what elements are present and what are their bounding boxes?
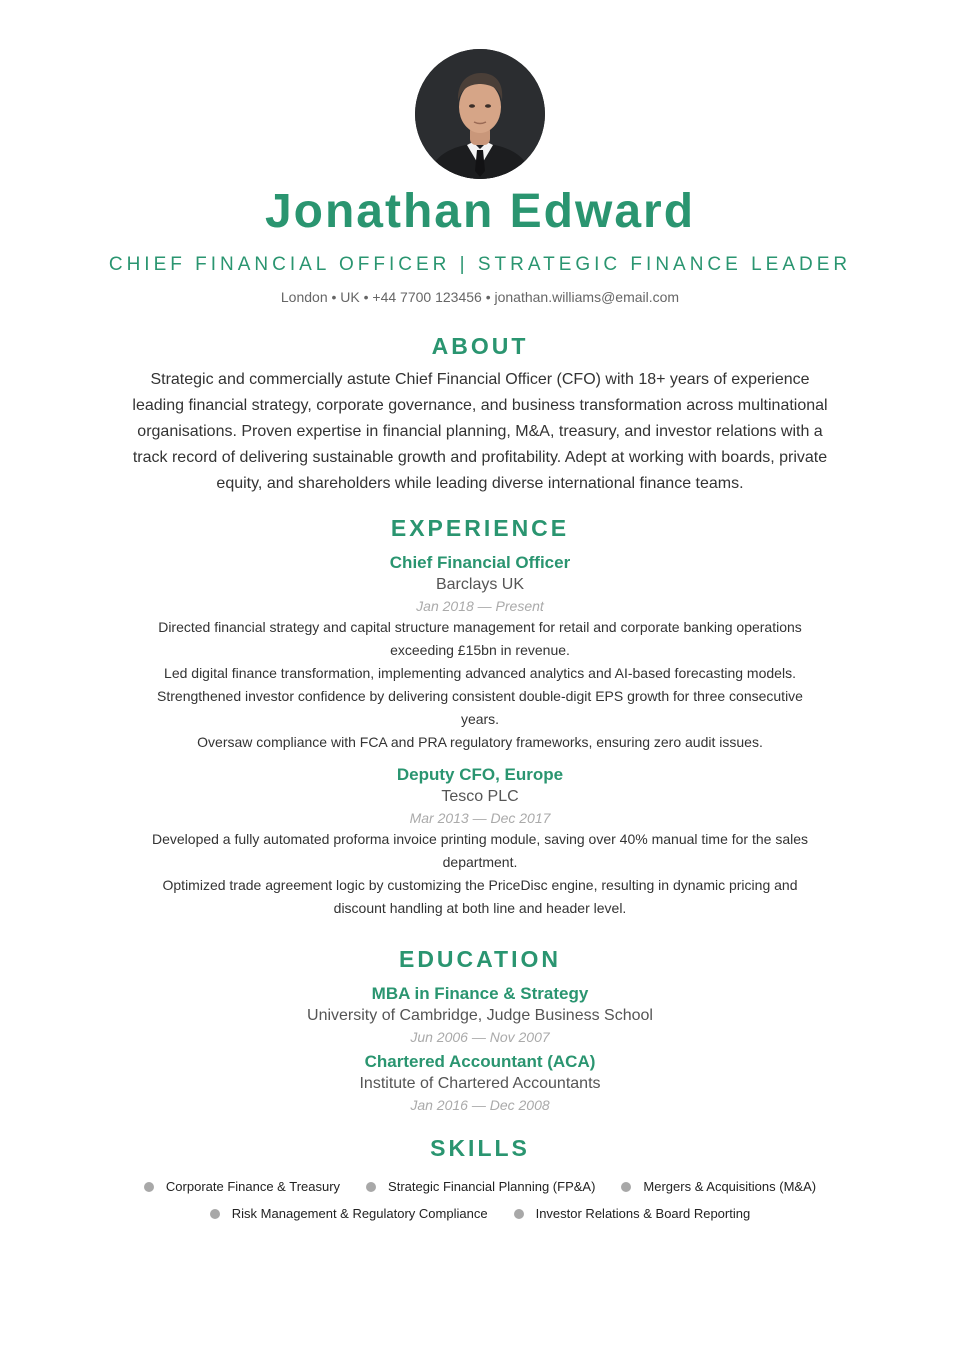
job-headline: CHIEF FINANCIAL OFFICER | STRATEGIC FINANCE LEADER xyxy=(108,254,852,275)
bullet-dot-icon xyxy=(621,1182,631,1192)
job-bullet: Oversaw compliance with FCA and PRA regulatory frameworks, ensuring zero audit issues. xyxy=(197,734,763,750)
education-dates: Jun 2006 — Nov 2007 xyxy=(410,1029,550,1045)
education-heading: EDUCATION xyxy=(398,946,561,972)
bullet-dot-icon xyxy=(514,1209,524,1219)
skill-label: Corporate Finance & Treasury xyxy=(165,1179,341,1194)
school: Institute of Chartered Accountants xyxy=(359,1075,601,1092)
skill-label: Investor Relations & Board Reporting xyxy=(535,1206,751,1221)
skills-row xyxy=(0,1200,960,1227)
job-title: Deputy CFO, Europe xyxy=(396,765,564,784)
job-dates: Mar 2013 — Dec 2017 xyxy=(409,810,551,826)
job-bullets xyxy=(140,828,820,920)
contact-info: London • UK • +44 7700 123456 • jonathan.williams@email.com xyxy=(280,289,680,305)
skill-item xyxy=(621,1179,816,1194)
skills-list xyxy=(0,1173,960,1227)
skill-item xyxy=(210,1206,488,1221)
job-bullet: Developed a fully automated proforma invoice printing module, saving over 40% manual time for the sales department. xyxy=(151,831,809,870)
job-bullet: Strengthened investor confidence by delivering consistent double-digit EPS growth for three consecutive years. xyxy=(157,688,803,727)
skills-heading: SKILLS xyxy=(430,1135,530,1161)
about-heading: ABOUT xyxy=(431,333,529,359)
experience-heading: EXPERIENCE xyxy=(390,515,570,541)
bullet-dot-icon xyxy=(366,1182,376,1192)
degree: Chartered Accountant (ACA) xyxy=(364,1052,596,1071)
skill-label: Mergers & Acquisitions (M&A) xyxy=(643,1179,817,1194)
education-item xyxy=(140,983,820,1047)
profile-photo xyxy=(415,49,545,179)
job-dates: Jan 2018 — Present xyxy=(416,598,544,614)
avatar xyxy=(415,49,545,179)
experience-item xyxy=(140,764,820,920)
skills-row xyxy=(0,1173,960,1200)
degree: MBA in Finance & Strategy xyxy=(371,984,589,1003)
skill-label: Strategic Financial Planning (FP&A) xyxy=(388,1179,596,1194)
job-bullet: Directed financial strategy and capital structure management for retail and corporate banking operations exceeding £15bn in revenue. xyxy=(158,619,802,658)
job-company: Barclays UK xyxy=(435,576,525,593)
skill-item xyxy=(514,1206,751,1221)
education-item xyxy=(140,1051,820,1115)
skill-label: Risk Management & Regulatory Compliance xyxy=(231,1206,488,1221)
job-bullet: Optimized trade agreement logic by customizing the PriceDisc engine, resulting in dynamic pricing and discount handling at both line and header level. xyxy=(162,877,798,916)
job-company: Tesco PLC xyxy=(441,788,519,805)
job-bullet: Led digital finance transformation, implementing advanced analytics and AI-based forecasting models. xyxy=(164,665,796,681)
about-text: Strategic and commercially astute Chief Financial Officer (CFO) with 18+ years of experience leading financial strategy, corporate governance, and business transformation across multinational organisations. Proven expertise in financial planning, M&A, treasury, and investor relations with a track record of delivering sustainable growth and profitability. Adept at working with boards, private equity, and shareholders while leading diverse international finance teams. xyxy=(132,371,828,492)
education-dates: Jan 2016 — Dec 2008 xyxy=(410,1097,550,1113)
experience-item xyxy=(140,552,820,754)
full-name: Jonathan Edward xyxy=(264,185,696,238)
job-bullets xyxy=(140,616,820,754)
school: University of Cambridge, Judge Business School xyxy=(307,1007,653,1024)
skill-item xyxy=(366,1179,595,1194)
bullet-dot-icon xyxy=(210,1209,220,1219)
bullet-dot-icon xyxy=(144,1182,154,1192)
skill-item xyxy=(144,1179,340,1194)
job-title: Chief Financial Officer xyxy=(389,553,571,572)
